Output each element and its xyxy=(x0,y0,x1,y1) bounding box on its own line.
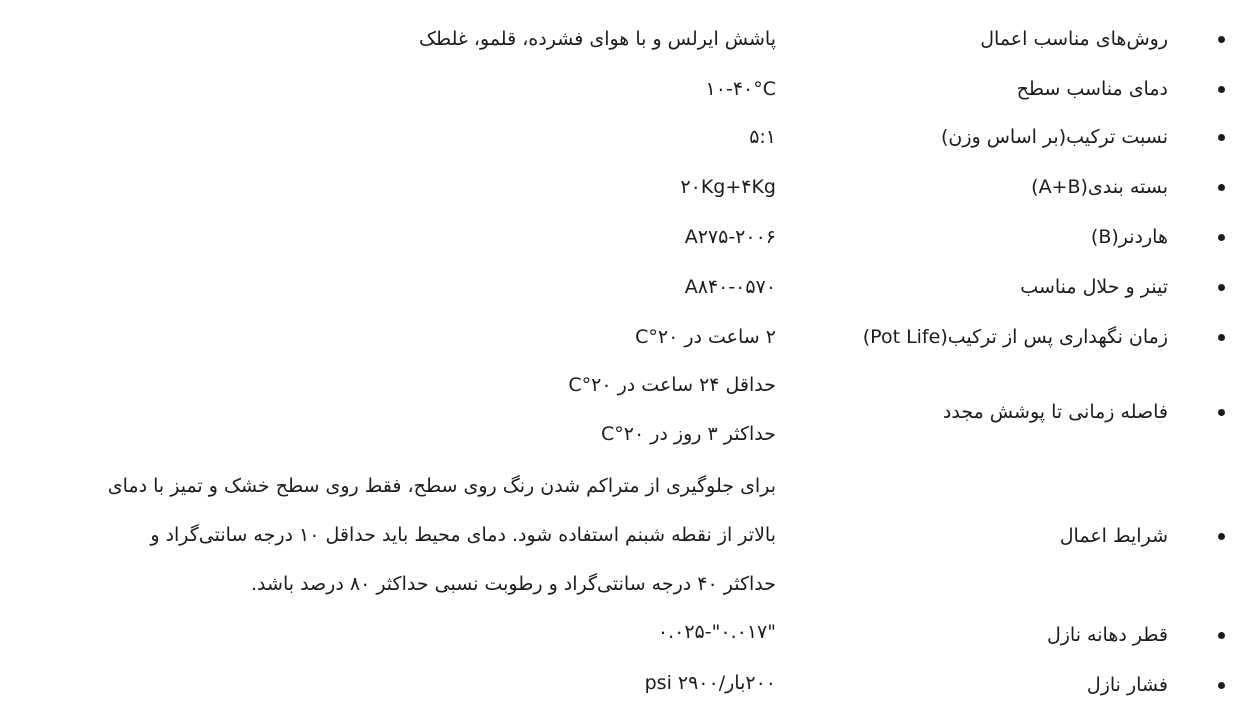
bullet-icon xyxy=(1218,334,1225,341)
bullet-icon xyxy=(1218,36,1225,43)
spec-value-line: حداکثر ۳ روز در ۲۰°C xyxy=(600,423,776,445)
spec-value-line: بالاتر از نقطه شبنم استفاده شود. دمای محیط باید حداقل ۱۰ درجه سانتی‌گراد و xyxy=(150,524,776,546)
spec-value: A۲۷۵-۲۰۰۶ xyxy=(684,226,776,248)
bullet-icon xyxy=(1218,533,1225,540)
spec-value-lines xyxy=(108,462,776,609)
spec-value-line: حداقل ۲۴ ساعت در ۲۰°C xyxy=(568,374,776,396)
bullet-icon xyxy=(1218,632,1225,639)
spec-label: زمان نگهداری پس از ترکیب(Pot Life) xyxy=(862,326,1168,348)
spec-label: روش‌های مناسب اعمال xyxy=(980,28,1168,50)
bullet-icon xyxy=(1218,284,1225,291)
spec-label: بسته بندی(A+B) xyxy=(1031,176,1168,198)
spec-value: ۲۰۰بار/psi ۲۹۰۰ xyxy=(644,672,776,694)
bullet-icon xyxy=(1218,134,1225,141)
bullet-icon xyxy=(1218,234,1225,241)
spec-value-line: حداکثر ۴۰ درجه سانتی‌گراد و رطوبت نسبی حداکثر ۸۰ درصد باشد. xyxy=(251,573,776,595)
spec-value: ۵:۱ xyxy=(749,126,776,148)
spec-label: نسبت ترکیب(بر اساس وزن) xyxy=(940,126,1168,148)
spec-value-line: برای جلوگیری از متراکم شدن رنگ روی سطح، فقط روی سطح خشک و تمیز با دمای xyxy=(107,475,776,497)
spec-label: دمای مناسب سطح xyxy=(1016,78,1168,100)
bullet-icon xyxy=(1218,682,1225,689)
spec-value: ۱۰-۴۰°C xyxy=(705,78,776,100)
spec-label: هاردنر(B) xyxy=(1090,226,1168,248)
spec-value: ۲ ساعت در ۲۰°C xyxy=(635,326,776,348)
spec-value: ۲۰Kg+۴Kg xyxy=(680,176,776,198)
bullet-icon xyxy=(1218,86,1225,93)
spec-label: شرایط اعمال xyxy=(1059,525,1168,547)
spec-value-lines xyxy=(568,361,776,459)
bullet-icon xyxy=(1218,409,1225,416)
spec-label: فاصله زمانی تا پوشش مجدد xyxy=(942,401,1168,423)
spec-value: "۰.۰۱۷"-۰.۰۲۵ xyxy=(657,621,776,643)
bullet-icon xyxy=(1218,184,1225,191)
spec-label: تینر و حلال مناسب xyxy=(1020,276,1168,298)
spec-value: A۸۴۰-۰۵۷۰ xyxy=(684,276,776,298)
spec-value: پاشش ایرلس و با هوای فشرده، قلمو، غلطک xyxy=(419,28,776,50)
spec-label: فشار نازل xyxy=(1086,674,1168,696)
spec-label: قطر دهانه نازل xyxy=(1046,624,1168,646)
